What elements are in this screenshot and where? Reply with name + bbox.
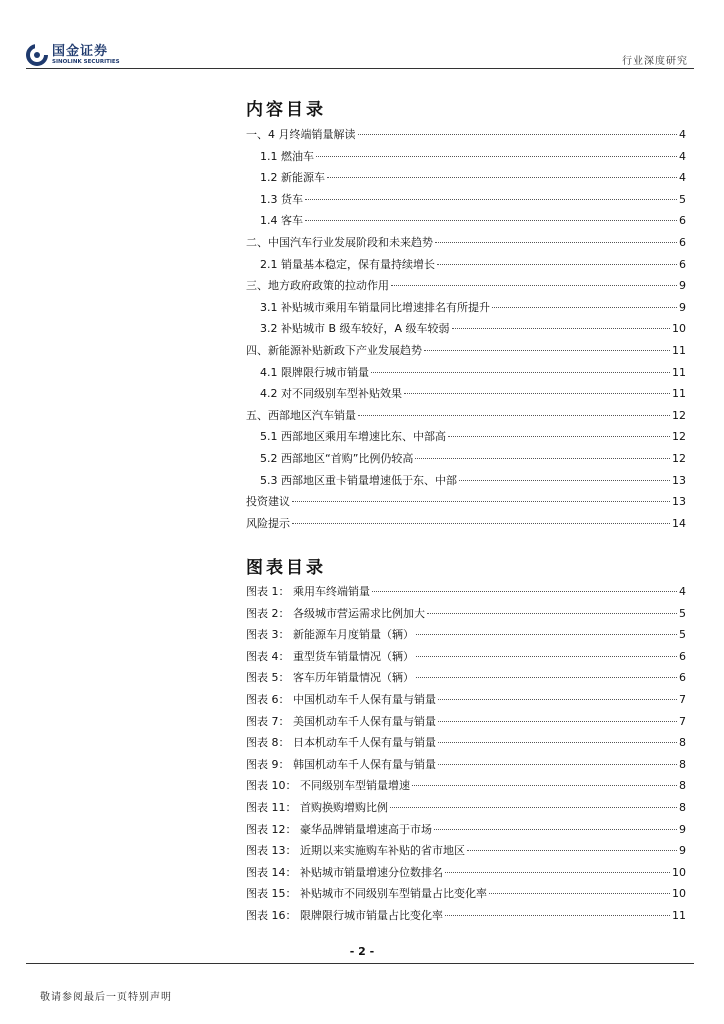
- figure-entry-text: 图表 1： 乘用车终端销量: [246, 585, 370, 598]
- figure-entry-text: 图表 7： 美国机动车千人保有量与销量: [246, 714, 436, 728]
- toc-entry[interactable]: [246, 472, 686, 488]
- figure-entry-page: 8: [679, 736, 686, 750]
- toc-entry[interactable]: [246, 234, 686, 250]
- figure-entry-text: 图表 12： 豪华品牌销量增速高于市场: [246, 822, 432, 836]
- toc-entry-text: 三、地方政府政策的拉动作用: [246, 279, 389, 293]
- toc-entry-text: 风险提示: [246, 516, 290, 530]
- toc-entry-page: 4: [679, 128, 686, 141]
- toc-entry[interactable]: [246, 126, 686, 142]
- toc-entry-page: 12: [672, 408, 686, 422]
- figure-entry-page: 11: [672, 909, 686, 922]
- figure-entry-page: 6: [679, 671, 686, 685]
- toc-entry[interactable]: [246, 515, 686, 531]
- toc-entry-page: 6: [679, 214, 686, 228]
- toc-entry[interactable]: [246, 169, 686, 185]
- toc-entry-page: 12: [672, 452, 686, 465]
- figure-entry-page: 5: [679, 628, 686, 642]
- page-number: - 2 -: [349, 945, 375, 958]
- toc-entry-page: 5: [679, 192, 686, 206]
- figure-entry-page: 7: [679, 693, 686, 706]
- figure-entry-text: 图表 6： 中国机动车千人保有量与销量: [246, 693, 436, 706]
- figure-entry-page: 8: [679, 757, 686, 771]
- toc-entry-text: 3.2 补贴城市 B 级车较好，A 级车较弱: [260, 322, 450, 336]
- figure-entry-text: 图表 4： 重型货车销量情况（辆）: [246, 649, 414, 663]
- figure-entry[interactable]: [246, 669, 686, 685]
- toc-entry[interactable]: [246, 342, 686, 358]
- toc-entry-page: 4: [679, 171, 686, 185]
- figure-entry-text: 图表 14： 补贴城市销量增速分位数排名: [246, 865, 443, 879]
- dot-leader: [415, 458, 670, 459]
- toc-title: 内容目录: [246, 100, 326, 120]
- toc-entry-text: 4.1 限牌限行城市销量: [260, 365, 369, 379]
- dot-leader: [412, 785, 677, 786]
- dot-leader: [424, 350, 670, 351]
- toc-entry[interactable]: [246, 428, 686, 444]
- toc-entry[interactable]: [246, 320, 686, 336]
- dot-leader: [358, 415, 670, 416]
- toc-entry-page: 11: [672, 365, 686, 379]
- dot-leader: [327, 177, 677, 178]
- figure-entry-page: 9: [679, 844, 686, 858]
- figure-entry[interactable]: [246, 626, 686, 642]
- figure-entry[interactable]: [246, 648, 686, 664]
- dot-leader: [358, 134, 678, 135]
- figure-entry[interactable]: [246, 691, 686, 707]
- logo-cn-text: 国金证券: [52, 44, 109, 59]
- dot-leader: [292, 501, 670, 502]
- header-divider: [26, 68, 694, 69]
- disclaimer: 敬请参阅最后一页特别声明: [40, 992, 172, 1003]
- toc-entry-page: 10: [672, 322, 686, 336]
- dot-leader: [438, 721, 677, 722]
- figure-entry[interactable]: [246, 842, 686, 858]
- figure-entry-text: 图表 3： 新能源车月度销量（辆）: [246, 628, 414, 642]
- toc-entry[interactable]: [246, 364, 686, 380]
- dot-leader: [435, 242, 677, 243]
- figure-entry[interactable]: [246, 583, 686, 599]
- figure-entry[interactable]: [246, 734, 686, 750]
- dot-leader: [305, 220, 677, 221]
- figure-entry[interactable]: [246, 605, 686, 621]
- toc-entry-text: 四、新能源补贴新政下产业发展趋势: [246, 344, 422, 357]
- toc-entry-text: 五、西部地区汽车销量: [246, 408, 356, 422]
- dot-leader: [459, 480, 670, 481]
- toc-entry-text: 1.3 货车: [260, 192, 303, 206]
- figure-entry-text: 图表 11： 首购换购增购比例: [246, 801, 388, 814]
- toc-entry[interactable]: [246, 212, 686, 228]
- toc-entry-text: 4.2 对不同级别车型补贴效果: [260, 387, 402, 401]
- figure-entry-page: 9: [679, 822, 686, 836]
- dot-leader: [316, 156, 677, 157]
- toc-entry-page: 11: [672, 344, 686, 357]
- dot-leader: [437, 264, 677, 265]
- figure-entry-page: 7: [679, 714, 686, 728]
- figure-entry-text: 图表 8： 日本机动车千人保有量与销量: [246, 736, 436, 750]
- figure-entry[interactable]: [246, 713, 686, 729]
- toc-entry[interactable]: [246, 191, 686, 207]
- figure-entry-page: 10: [672, 865, 686, 879]
- toc-entry-page: 9: [679, 300, 686, 314]
- toc-entry-page: 9: [679, 279, 686, 293]
- toc-entry[interactable]: [246, 299, 686, 315]
- toc-entry-text: 5.1 西部地区乘用车增速比东、中部高: [260, 430, 446, 444]
- dot-leader: [391, 285, 677, 286]
- dot-leader: [416, 634, 677, 635]
- dot-leader: [438, 764, 677, 765]
- dot-leader: [452, 328, 670, 329]
- toc-entry-page: 6: [679, 236, 686, 249]
- toc-entry-page: 11: [672, 387, 686, 401]
- toc-entry[interactable]: [246, 407, 686, 423]
- figure-entry-text: 图表 2： 各级城市营运需求比例加大: [246, 606, 425, 620]
- dot-leader: [416, 656, 677, 657]
- toc-entry-text: 2.1 销量基本稳定，保有量持续增长: [260, 257, 435, 271]
- toc-entry-text: 5.2 西部地区“首购”比例仍较高: [260, 452, 414, 465]
- figure-entry-page: 8: [679, 801, 686, 814]
- logo-en-text: SINOLINK SECURITIES: [52, 59, 120, 65]
- toc-entry-page: 14: [672, 516, 686, 530]
- report-category: 行业深度研究: [622, 56, 688, 67]
- toc-entry-page: 4: [679, 149, 686, 163]
- dot-leader: [416, 677, 677, 678]
- dot-leader: [445, 872, 670, 873]
- toc-entry[interactable]: [246, 385, 686, 401]
- figure-entry-text: 图表 15： 补贴城市不同级别车型销量占比变化率: [246, 887, 487, 901]
- footer-divider: [26, 963, 694, 964]
- figure-entry[interactable]: [246, 777, 686, 793]
- figure-entry[interactable]: [246, 821, 686, 837]
- figure-entry-page: 10: [672, 887, 686, 901]
- figure-entry-text: 图表 16： 限牌限行城市销量占比变化率: [246, 909, 443, 922]
- figure-entry-text: 图表 9： 韩国机动车千人保有量与销量: [246, 757, 436, 771]
- figures-title: 图表目录: [246, 558, 326, 578]
- dot-leader: [404, 393, 670, 394]
- dot-leader: [434, 829, 677, 830]
- toc-entry-page: 6: [679, 257, 686, 271]
- figure-entry[interactable]: [246, 864, 686, 880]
- logo-icon: [26, 44, 48, 66]
- dot-leader: [292, 523, 670, 524]
- figure-entry[interactable]: [246, 885, 686, 901]
- toc-entry-text: 投资建议: [246, 495, 290, 509]
- figure-entry-page: 8: [679, 779, 686, 793]
- figure-entry[interactable]: [246, 907, 686, 923]
- dot-leader: [390, 807, 677, 808]
- figure-entry-page: 6: [679, 649, 686, 663]
- figure-entry-text: 图表 13： 近期以来实施购车补贴的省市地区: [246, 844, 465, 858]
- toc-entry-page: 13: [672, 473, 686, 487]
- dot-leader: [427, 613, 677, 614]
- toc-entry-page: 12: [672, 430, 686, 444]
- figure-entry-text: 图表 5： 客车历年销量情况（辆）: [246, 671, 414, 685]
- toc-entry[interactable]: [246, 450, 686, 466]
- page-header: [0, 0, 724, 70]
- toc-entry-page: 13: [672, 495, 686, 509]
- dot-leader: [448, 436, 670, 437]
- figure-entry[interactable]: [246, 756, 686, 772]
- toc-entry-text: 二、中国汽车行业发展阶段和未来趋势: [246, 236, 433, 249]
- toc-entry-text: 1.4 客车: [260, 214, 303, 228]
- dot-leader: [438, 742, 677, 743]
- dot-leader: [489, 893, 670, 894]
- dot-leader: [492, 307, 677, 308]
- toc-entry-text: 1.2 新能源车: [260, 171, 325, 185]
- toc-entry-text: 一、4 月终端销量解读: [246, 128, 356, 141]
- toc-entry-text: 3.1 补贴城市乘用车销量同比增速排名有所提升: [260, 300, 490, 314]
- toc-entry-text: 5.3 西部地区重卡销量增速低于东、中部: [260, 473, 457, 487]
- toc-entry[interactable]: [246, 493, 686, 509]
- dot-leader: [372, 591, 677, 592]
- toc-entry[interactable]: [246, 256, 686, 272]
- dot-leader: [371, 372, 670, 373]
- company-logo: [26, 40, 120, 70]
- dot-leader: [305, 199, 677, 200]
- dot-leader: [445, 915, 670, 916]
- toc-entry-text: 1.1 燃油车: [260, 149, 314, 163]
- toc-entry[interactable]: [246, 148, 686, 164]
- figure-entry[interactable]: [246, 799, 686, 815]
- figure-entry-page: 4: [679, 585, 686, 598]
- toc-entry[interactable]: [246, 277, 686, 293]
- dot-leader: [467, 850, 677, 851]
- figure-entry-text: 图表 10： 不同级别车型销量增速: [246, 779, 410, 793]
- dot-leader: [438, 699, 677, 700]
- figure-entry-page: 5: [679, 606, 686, 620]
